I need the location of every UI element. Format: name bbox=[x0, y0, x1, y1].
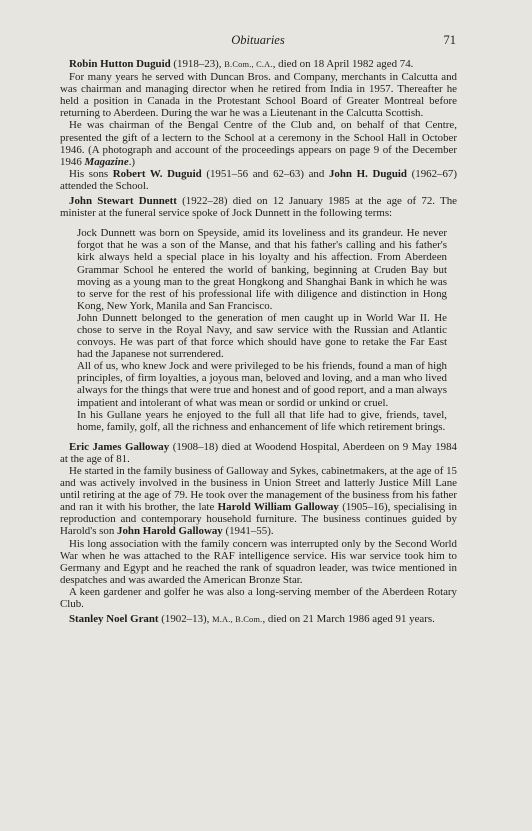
quote-paragraph: All of us, who knew Jock and were privileged to be his friends, found a man of high principles, of firm loyalties, a joyous man, beloved and loving, and a man who lived always for the things that were true and honest and of good report, and a man always impatient and intolerant of what was mean or sordid or unkind or cruel. bbox=[77, 360, 447, 409]
paragraph: A keen gardener and golfer he was also a long-serving member of the Aberdeen Rotary Club. bbox=[60, 585, 457, 611]
obituary-heading-duguid: Robin Hutton Duguid (1918–23), B.Com., C.A., died on 18 April 1982 aged 74. bbox=[69, 58, 414, 70]
paragraph: He started in the family business of Galloway and Sykes, cabinetmakers, at the age of 15 and was actively involved in the business in Union Street and latterly Justice Mill Lane until retiring at the age of 79. He took over the management of the business from his father and ran it with his brother, the late Harold William Galloway (1905–16), specialising in reproduction and contemporary household furniture. The business continues guided by Harold's son John Harold Galloway (1941–55). bbox=[60, 465, 457, 538]
relative-name: John Harold Galloway bbox=[117, 525, 223, 538]
qualifications: B.Com., C.A. bbox=[224, 60, 273, 69]
qualifications: M.A., B.Com. bbox=[212, 615, 263, 625]
relative-name: Harold William Galloway bbox=[217, 501, 339, 514]
deceased-name: Stanley Noel Grant bbox=[69, 613, 159, 626]
running-header bbox=[60, 33, 456, 51]
magazine-title: Magazine bbox=[84, 155, 129, 168]
obituaries-text bbox=[60, 58, 457, 626]
obituary-heading-grant: Stanley Noel Grant (1902–13), M.A., B.Com., died on 21 March 1986 aged 91 years. bbox=[69, 613, 435, 626]
obituary-heading-galloway: Eric James Galloway (1908–18) died at Woodend Hospital, Aberdeen on 9 May 1984 at the age of 81. bbox=[60, 440, 457, 465]
quote-paragraph: In his Gullane years he enjoyed to the full all that life had to give, friends, tavel, home, family, golf, all the richness and enhancement of life which retirement brings. bbox=[77, 408, 447, 433]
deceased-name: Robin Hutton Duguid bbox=[69, 58, 171, 70]
relative-name: John H. Duguid bbox=[328, 167, 407, 180]
paragraph: His long association with the family concern was interrupted only by the Second World War when he was attached to the RAF intelligence service. His war service took him to Germany and Egypt and he reached the rank of squadron leader, was twice mentioned in despatches and was awarded the American Bronze Star. bbox=[60, 537, 457, 586]
obituary-heading-dunnett: John Stewart Dunnett (1922–28) died on 12 January 1985 at the age of 72. The minister at the funeral service spoke of Jock Dunnett in the following terms: bbox=[60, 195, 457, 220]
deceased-name: John Stewart Dunnett bbox=[69, 195, 177, 208]
funeral-tribute-quote bbox=[60, 227, 457, 433]
deceased-name: Eric James Galloway bbox=[69, 440, 170, 453]
paragraph: For many years he served with Duncan Bros. and Company, merchants in Calcutta and was chairman and managing director when he retired from India in 1957. Thereafter he held a position in Canada in the Protestant School Board of Greater Montreal before returning to Aberdeen. During the war he was a Lieutenant in the Calcutta Scottish. bbox=[60, 71, 457, 120]
relative-name: Robert W. Duguid bbox=[112, 167, 202, 180]
paragraph: He was chairman of the Bengal Centre of the Club and, on behalf of that Centre, presented the gift of a lectern to the School at a ceremony in the School Hall in October 1946. (A photograph and account of the proceedings appears on page 9 of the December 1946 Magazine.) bbox=[60, 119, 457, 168]
paragraph: His sons Robert W. Duguid (1951–56 and 62–63) and John H. Duguid (1962–67) attended the School. bbox=[60, 167, 458, 192]
quote-paragraph: John Dunnett belonged to the generation of men caught up in World War II. He chose to serve in the Royal Navy, and saw service with the Russian and Atlantic convoys. He was part of that force which should have gone to retake the Far East had the Japanese not surrendered. bbox=[77, 311, 447, 361]
page-number: 71 bbox=[443, 33, 456, 47]
quote-paragraph: Jock Dunnett was born on Speyside, amid its loveliness and its grandeur. He never forgot that he was a son of the Manse, and that his father's calling and his father's kirk always held a special place in his loyalty and his affection. From Aberdeen Grammar School he entered the world of banking, beginning at Cruden Bay but moving as a young man to the great Hongkong and Shanghai Bank in which he was to serve for the rest of his professional life with diligence and distinction in Hong Kong, New York, Manila and San Francisco. bbox=[77, 227, 447, 312]
running-title: Obituaries bbox=[231, 33, 285, 47]
